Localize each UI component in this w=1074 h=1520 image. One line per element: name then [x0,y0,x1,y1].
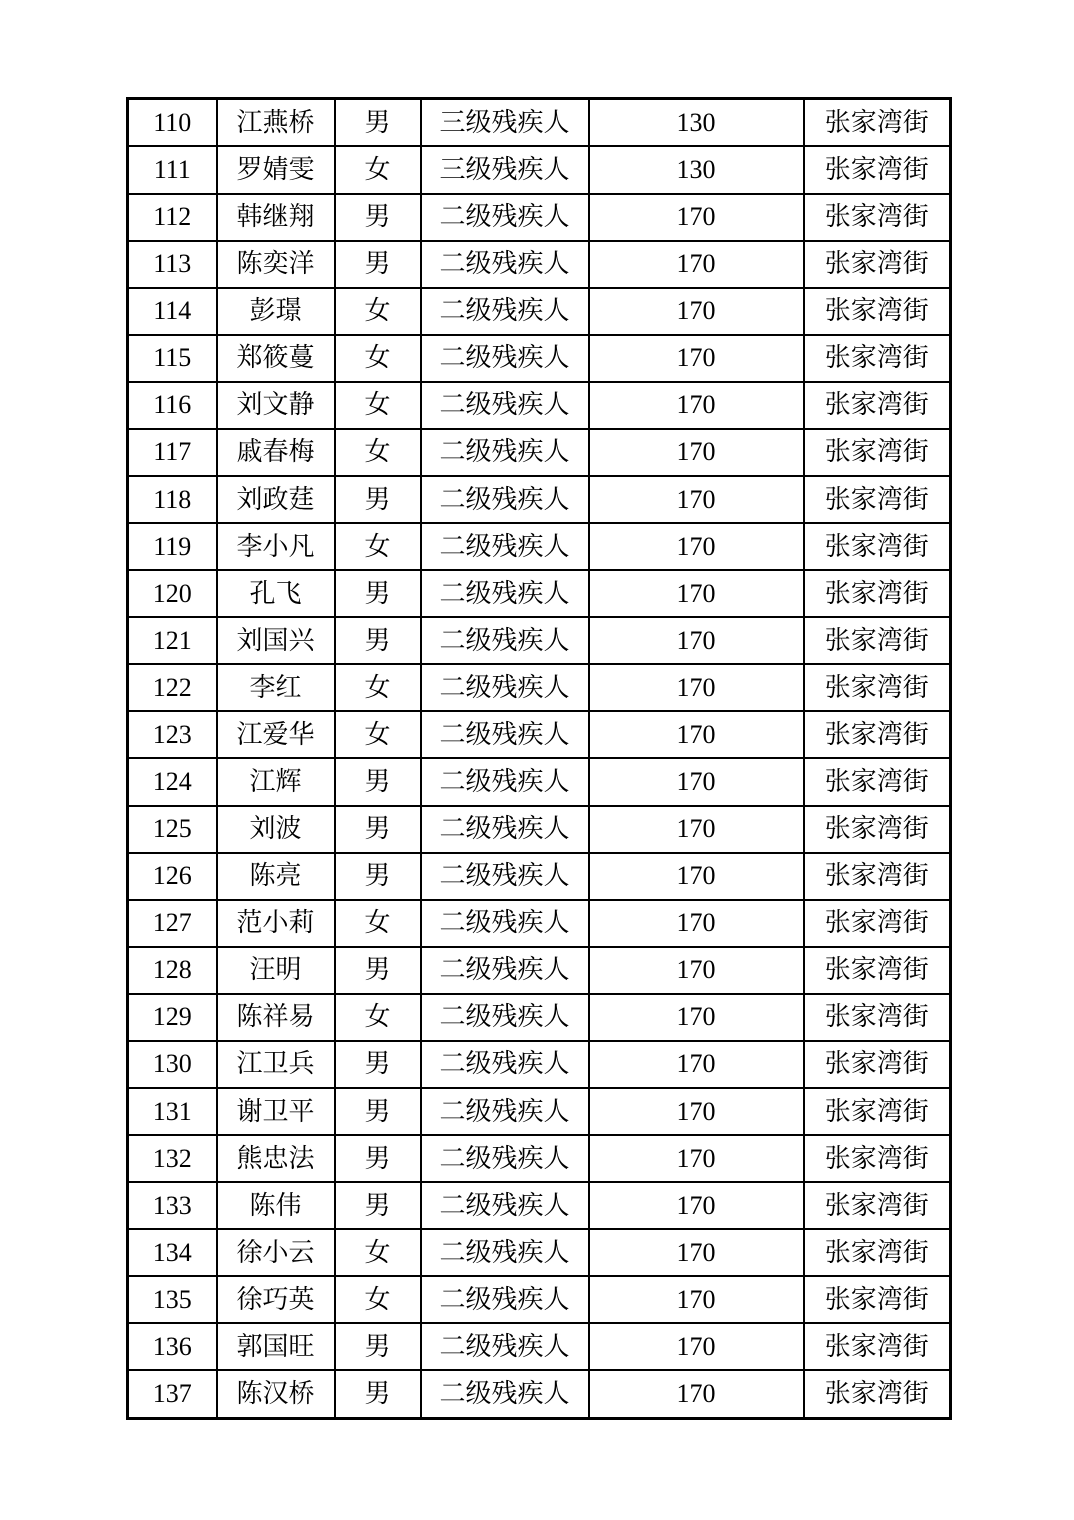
cell-category: 二级残疾人 [421,241,589,288]
cell-amount: 170 [589,429,804,476]
cell-gender: 女 [335,900,421,947]
cell-gender: 男 [335,194,421,241]
cell-amount: 170 [589,1135,804,1182]
cell-serial: 114 [128,288,217,335]
cell-street: 张家湾街 [804,900,951,947]
cell-street: 张家湾街 [804,1182,951,1229]
cell-serial: 135 [128,1276,217,1323]
table-row [128,806,951,853]
cell-serial: 130 [128,1041,217,1088]
cell-serial: 131 [128,1088,217,1135]
cell-name: 李小凡 [217,523,335,570]
cell-serial: 120 [128,570,217,617]
cell-amount: 130 [589,146,804,193]
cell-name: 罗婧雯 [217,146,335,193]
cell-serial: 126 [128,853,217,900]
cell-name: 陈伟 [217,1182,335,1229]
table-row [128,1088,951,1135]
cell-amount: 170 [589,806,804,853]
cell-street: 张家湾街 [804,335,951,382]
cell-serial: 112 [128,194,217,241]
cell-amount: 170 [589,476,804,523]
cell-name: 韩继翔 [217,194,335,241]
cell-street: 张家湾街 [804,947,951,994]
cell-gender: 男 [335,1182,421,1229]
cell-category: 二级残疾人 [421,1135,589,1182]
cell-street: 张家湾街 [804,570,951,617]
table-row [128,1276,951,1323]
table-row [128,1135,951,1182]
cell-category: 二级残疾人 [421,711,589,758]
cell-category: 二级残疾人 [421,523,589,570]
cell-street: 张家湾街 [804,1041,951,1088]
cell-street: 张家湾街 [804,523,951,570]
cell-amount: 170 [589,1088,804,1135]
cell-serial: 127 [128,900,217,947]
table-row [128,900,951,947]
table-row [128,1182,951,1229]
cell-category: 二级残疾人 [421,1323,589,1370]
cell-street: 张家湾街 [804,1323,951,1370]
cell-serial: 124 [128,758,217,805]
table-row [128,241,951,288]
table-row [128,1229,951,1276]
cell-gender: 男 [335,1370,421,1418]
cell-street: 张家湾街 [804,288,951,335]
cell-amount: 170 [589,1370,804,1418]
cell-amount: 170 [589,1041,804,1088]
cell-gender: 女 [335,335,421,382]
cell-category: 二级残疾人 [421,664,589,711]
cell-category: 二级残疾人 [421,994,589,1041]
cell-amount: 130 [589,99,804,147]
cell-serial: 119 [128,523,217,570]
cell-gender: 男 [335,241,421,288]
cell-name: 彭璟 [217,288,335,335]
cell-amount: 170 [589,711,804,758]
table-row [128,947,951,994]
table-row [128,664,951,711]
cell-name: 谢卫平 [217,1088,335,1135]
cell-gender: 男 [335,1135,421,1182]
cell-street: 张家湾街 [804,429,951,476]
cell-serial: 118 [128,476,217,523]
cell-gender: 男 [335,570,421,617]
cell-street: 张家湾街 [804,1370,951,1418]
cell-street: 张家湾街 [804,382,951,429]
cell-serial: 129 [128,994,217,1041]
cell-name: 刘波 [217,806,335,853]
cell-gender: 男 [335,1323,421,1370]
cell-street: 张家湾街 [804,1088,951,1135]
table-row [128,570,951,617]
cell-serial: 132 [128,1135,217,1182]
cell-amount: 170 [589,1229,804,1276]
table-row [128,1370,951,1418]
cell-amount: 170 [589,335,804,382]
cell-gender: 男 [335,1088,421,1135]
cell-gender: 男 [335,853,421,900]
cell-name: 徐小云 [217,1229,335,1276]
cell-gender: 女 [335,1229,421,1276]
cell-gender: 女 [335,664,421,711]
cell-category: 二级残疾人 [421,429,589,476]
cell-name: 江辉 [217,758,335,805]
cell-serial: 110 [128,99,217,147]
cell-name: 陈奕洋 [217,241,335,288]
cell-name: 刘文静 [217,382,335,429]
cell-street: 张家湾街 [804,1135,951,1182]
cell-gender: 男 [335,806,421,853]
cell-gender: 男 [335,476,421,523]
cell-gender: 女 [335,1276,421,1323]
cell-street: 张家湾街 [804,711,951,758]
cell-gender: 女 [335,429,421,476]
table-row [128,523,951,570]
cell-category: 二级残疾人 [421,1088,589,1135]
cell-serial: 116 [128,382,217,429]
cell-amount: 170 [589,1323,804,1370]
cell-category: 二级残疾人 [421,570,589,617]
cell-name: 郑筱蔓 [217,335,335,382]
cell-gender: 男 [335,758,421,805]
cell-serial: 136 [128,1323,217,1370]
cell-gender: 男 [335,947,421,994]
table-row [128,146,951,193]
table-row [128,711,951,758]
table-row [128,429,951,476]
cell-name: 刘国兴 [217,617,335,664]
cell-serial: 125 [128,806,217,853]
cell-gender: 女 [335,382,421,429]
table-row [128,99,951,147]
cell-amount: 170 [589,241,804,288]
cell-street: 张家湾街 [804,617,951,664]
cell-amount: 170 [589,994,804,1041]
cell-street: 张家湾街 [804,1229,951,1276]
cell-category: 二级残疾人 [421,288,589,335]
cell-serial: 123 [128,711,217,758]
cell-street: 张家湾街 [804,758,951,805]
cell-amount: 170 [589,194,804,241]
table-row [128,1041,951,1088]
table-row [128,288,951,335]
cell-serial: 133 [128,1182,217,1229]
cell-name: 郭国旺 [217,1323,335,1370]
cell-name: 徐巧英 [217,1276,335,1323]
cell-name: 陈亮 [217,853,335,900]
cell-gender: 女 [335,994,421,1041]
cell-name: 陈祥易 [217,994,335,1041]
cell-amount: 170 [589,382,804,429]
table-row [128,994,951,1041]
cell-street: 张家湾街 [804,806,951,853]
cell-serial: 122 [128,664,217,711]
cell-amount: 170 [589,758,804,805]
table-row [128,1323,951,1370]
cell-amount: 170 [589,288,804,335]
table-row [128,382,951,429]
cell-category: 二级残疾人 [421,1276,589,1323]
cell-amount: 170 [589,947,804,994]
cell-name: 江卫兵 [217,1041,335,1088]
cell-amount: 170 [589,617,804,664]
cell-street: 张家湾街 [804,146,951,193]
cell-category: 二级残疾人 [421,1370,589,1418]
cell-street: 张家湾街 [804,476,951,523]
cell-amount: 170 [589,523,804,570]
cell-category: 二级残疾人 [421,806,589,853]
cell-name: 江燕桥 [217,99,335,147]
cell-category: 二级残疾人 [421,900,589,947]
cell-amount: 170 [589,853,804,900]
cell-category: 二级残疾人 [421,476,589,523]
cell-amount: 170 [589,1276,804,1323]
cell-street: 张家湾街 [804,241,951,288]
table-row [128,476,951,523]
cell-name: 汪明 [217,947,335,994]
cell-name: 戚春梅 [217,429,335,476]
cell-name: 江爱华 [217,711,335,758]
cell-category: 二级残疾人 [421,194,589,241]
cell-gender: 女 [335,146,421,193]
cell-serial: 113 [128,241,217,288]
cell-gender: 女 [335,711,421,758]
cell-gender: 男 [335,617,421,664]
cell-category: 二级残疾人 [421,758,589,805]
cell-category: 二级残疾人 [421,382,589,429]
cell-category: 二级残疾人 [421,1041,589,1088]
cell-gender: 女 [335,288,421,335]
cell-serial: 111 [128,146,217,193]
cell-street: 张家湾街 [804,194,951,241]
cell-category: 二级残疾人 [421,617,589,664]
cell-gender: 男 [335,99,421,147]
benefit-roster-table [126,97,952,1420]
cell-gender: 男 [335,1041,421,1088]
cell-street: 张家湾街 [804,994,951,1041]
cell-street: 张家湾街 [804,853,951,900]
table-row [128,853,951,900]
cell-name: 刘政莛 [217,476,335,523]
cell-amount: 170 [589,664,804,711]
cell-street: 张家湾街 [804,99,951,147]
cell-amount: 170 [589,900,804,947]
cell-name: 熊忠法 [217,1135,335,1182]
cell-gender: 女 [335,523,421,570]
cell-category: 二级残疾人 [421,947,589,994]
table-row [128,194,951,241]
cell-name: 陈汉桥 [217,1370,335,1418]
cell-serial: 121 [128,617,217,664]
table-body [128,99,951,1419]
cell-category: 二级残疾人 [421,1182,589,1229]
cell-serial: 137 [128,1370,217,1418]
cell-category: 二级残疾人 [421,853,589,900]
cell-serial: 134 [128,1229,217,1276]
cell-category: 二级残疾人 [421,335,589,382]
table-row [128,758,951,805]
cell-name: 李红 [217,664,335,711]
cell-category: 二级残疾人 [421,1229,589,1276]
cell-category: 三级残疾人 [421,99,589,147]
cell-serial: 128 [128,947,217,994]
cell-amount: 170 [589,1182,804,1229]
table-row [128,335,951,382]
cell-name: 范小莉 [217,900,335,947]
cell-amount: 170 [589,570,804,617]
cell-category: 三级残疾人 [421,146,589,193]
cell-street: 张家湾街 [804,664,951,711]
cell-street: 张家湾街 [804,1276,951,1323]
cell-name: 孔飞 [217,570,335,617]
table-row [128,617,951,664]
cell-serial: 117 [128,429,217,476]
cell-serial: 115 [128,335,217,382]
